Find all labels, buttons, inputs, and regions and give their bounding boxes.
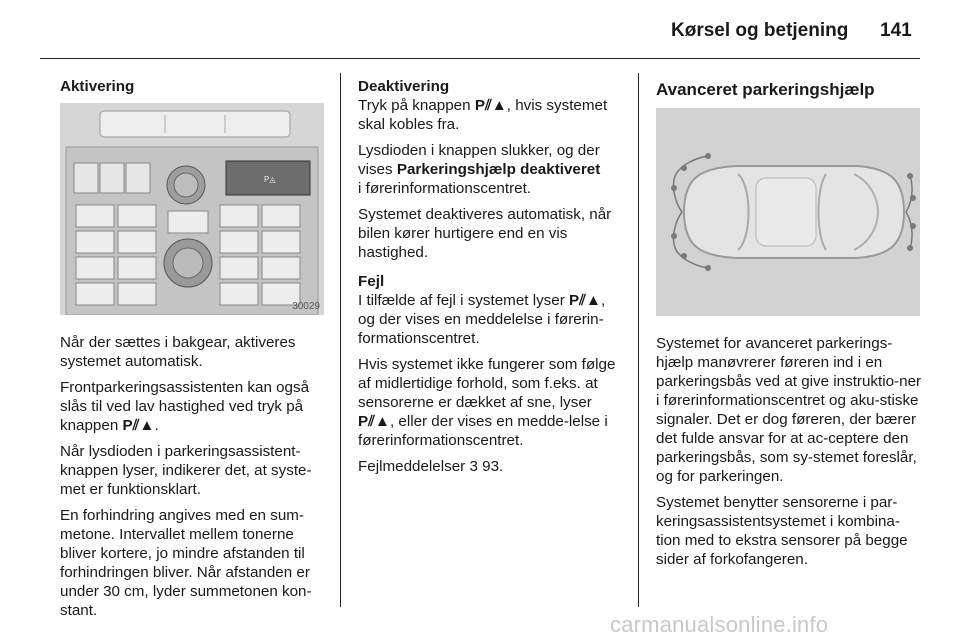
dashboard-control-panel-figure [60, 103, 324, 315]
parking-assist-symbol: P⫽▲ [474, 97, 507, 114]
message-text: Parkeringshjælp deaktiveret [396, 161, 601, 178]
paragraph [358, 291, 624, 348]
page-number: 141 [880, 20, 912, 41]
paragraph-text: , hvis systemet skal kobles fra. [358, 97, 608, 133]
section-heading-fault: Fejl [358, 273, 385, 290]
paragraph: Når der sættes i bakgear, aktiveres systemet automatisk. [60, 334, 296, 370]
paragraph-text: , eller der vises en medde-lelse i førerinformationscentret. [358, 413, 608, 449]
paragraph: Systemet benytter sensorerne i par-keringsassistentsystemet i kombina-tion med to ekstra sensorer på begge sider af forkofangeren. [656, 494, 908, 568]
column-deactivation [358, 77, 624, 483]
paragraph-text: Tryk på knappen [358, 97, 471, 114]
paragraph-text: . [154, 417, 159, 434]
advanced-parking-body [656, 334, 922, 576]
figure-button-label: P◬ [264, 175, 276, 184]
paragraph: Når lysdioden i parkeringsassistent-knappen lyser, indikerer det, at syste-met er funktionsklart. [60, 443, 312, 498]
paragraph-text: Hvis systemet ikke fungerer som følge af midlertidige forhold, som f.eks. at sensorerne er dækket af sne, lyser [358, 356, 616, 411]
paragraph-text: Frontparkeringsassistenten kan også slås til ved lav hastighed ved tryk på knappen [60, 379, 310, 434]
paragraph [358, 457, 624, 476]
figure-number: 30029 [292, 301, 320, 312]
paragraph [358, 141, 624, 198]
header-rule [40, 58, 920, 59]
section-heading-advanced-parking: Avanceret parkeringshjælp [656, 80, 875, 99]
paragraph-text: , og der vises en meddelelse i førerin-formationscentret. [358, 292, 606, 347]
paragraph-text: Fejlmeddelelser [358, 458, 466, 475]
paragraph: Systemet deaktiveres automatisk, når bilen kører hurtigere end en vis hastighed. [358, 206, 612, 261]
column-divider-1 [340, 73, 341, 607]
paragraph: En forhindring angives med en sum-metone. Intervallet mellem tonerne bliver kortere, jo mindre afstanden til forhindringen bliver. Når afstanden er under 30 cm, lyder summetonen kon-stant. [60, 507, 312, 619]
section-heading-deactivation: Deaktivering [358, 78, 450, 95]
watermark: carmanualsonline.info [610, 612, 829, 637]
paragraph [60, 378, 326, 435]
paragraph [358, 96, 624, 134]
paragraph-text: 93. [482, 458, 504, 475]
paragraph-text: I tilfælde af fejl i systemet lyser [358, 292, 565, 309]
car-sensor-figure [656, 108, 920, 316]
activation-body [60, 333, 326, 627]
column-advanced-parking [656, 80, 922, 568]
parking-assist-symbol: P⫽▲ [358, 413, 390, 430]
parking-assist-symbol: P⫽▲ [569, 292, 601, 309]
page-reference-icon: 3 [469, 458, 478, 475]
section-heading-activation: Aktivering [60, 78, 135, 95]
chapter-title: Kørsel og betjening [671, 20, 849, 41]
parking-assist-symbol: P⫽▲ [122, 417, 155, 434]
paragraph [358, 355, 624, 450]
car-top-view-illustration [656, 108, 920, 316]
paragraph-text: i førerinformationscentret. [358, 180, 532, 197]
column-divider-2 [638, 73, 639, 607]
control-panel-illustration [60, 103, 324, 315]
paragraph: Systemet for avanceret parkerings-hjælp manøvrerer føreren ind i en parkeringsbås ved at give instruktio-ner i førerinformationscentret og aku-stiske signaler. Det er dog føreren, der bærer det fulde ansvar for at ac-ceptere den parkeringsbås, som sy-stemet foreslår, og for parkeringen. [656, 335, 922, 485]
paragraph-text: Lysdioden i knappen slukker, og der vises [358, 142, 600, 178]
